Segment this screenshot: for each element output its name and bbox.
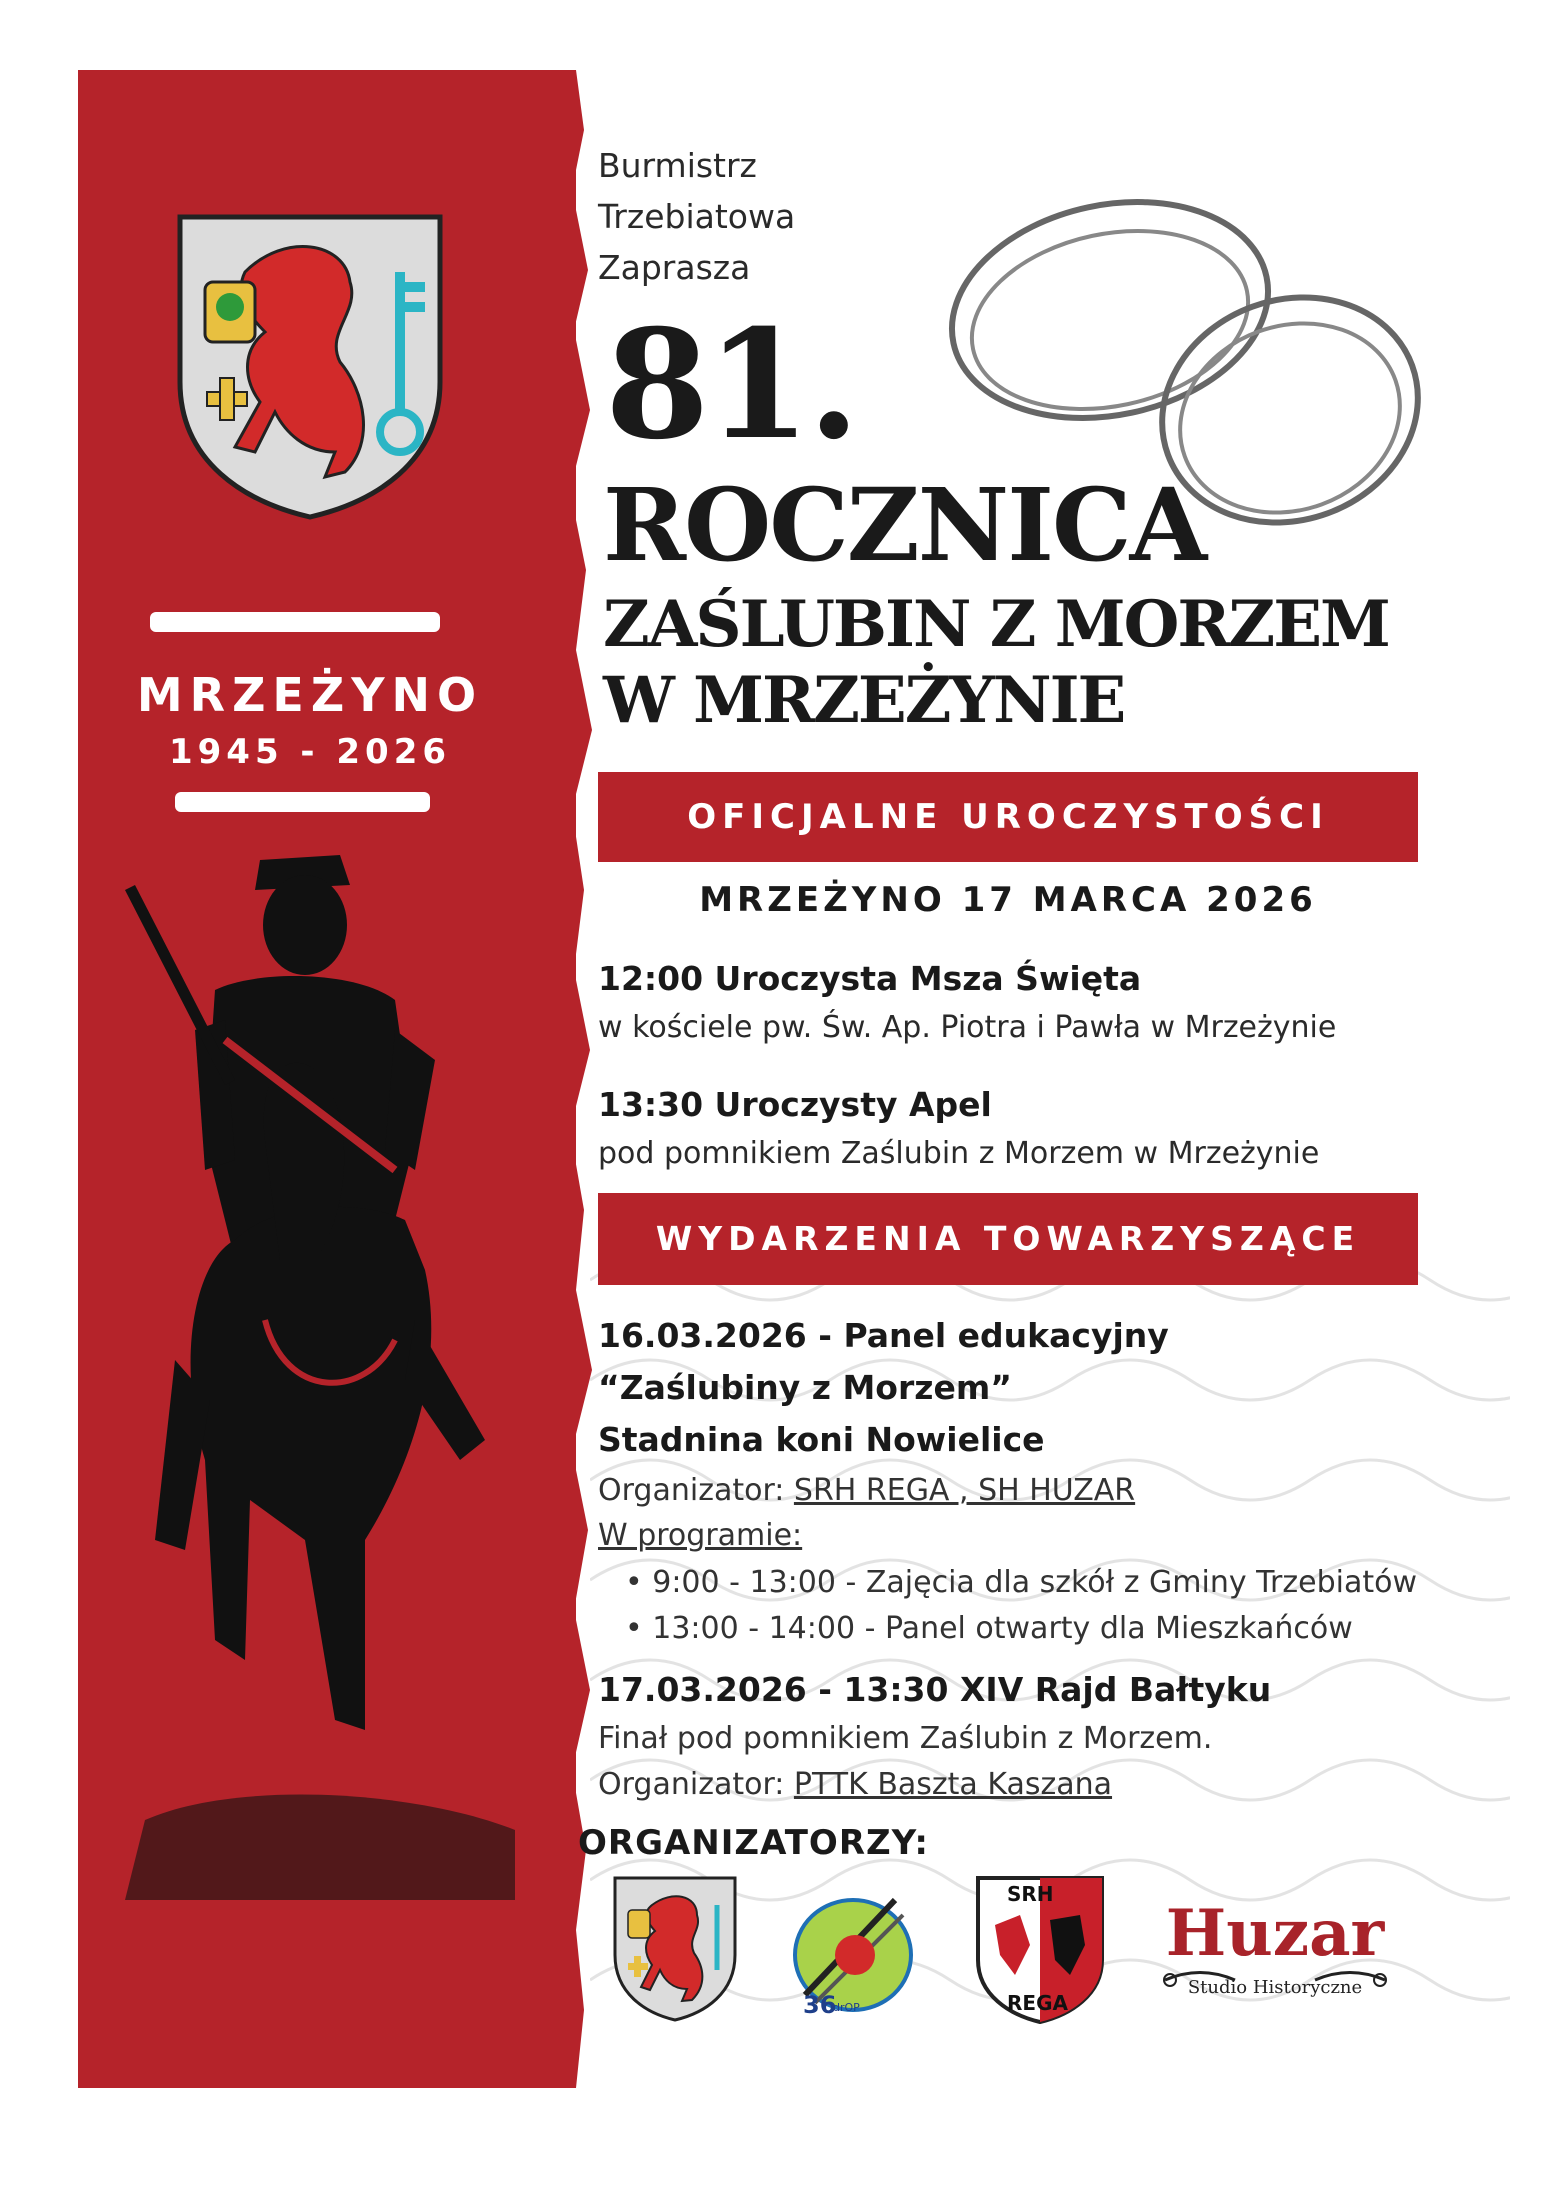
event-title: 13:30 Uroczysty Apel xyxy=(598,1085,992,1124)
logo3-bottom-text: REGA xyxy=(1007,1991,1068,2015)
logo4-main-text: Huzar xyxy=(1165,1896,1385,1971)
trzebiatow-crest-logo-icon xyxy=(612,1875,738,2023)
event-detail: pod pomnikiem Zaślubin z Morzem w Mrzeżynie xyxy=(598,1136,1320,1171)
organizer-label: Organizator: xyxy=(598,1473,794,1508)
headline-sub-2: W MRZEŻYNIE xyxy=(603,663,1125,738)
logo2-small: drOP xyxy=(833,2001,860,2014)
organizer-line xyxy=(598,1468,1135,1514)
organizers-heading: ORGANIZATORZY: xyxy=(578,1823,929,1863)
invite-line: Trzebiatowa xyxy=(598,197,796,236)
side-event-detail: Finał pod pomnikiem Zaślubin z Morzem. xyxy=(598,1721,1213,1756)
organizer-link[interactable]: PTTK Baszta Kaszana xyxy=(793,1767,1113,1802)
invite-line: Zaprasza xyxy=(598,248,751,287)
event-detail: w kościele pw. Św. Ap. Piotra i Pawła w Mrzeżynie xyxy=(598,1010,1337,1045)
logo2-number: 36 xyxy=(803,1991,837,2019)
bullet-icon: • xyxy=(625,1565,653,1600)
organizer-link[interactable]: SRH REGA , SH HUZAR xyxy=(793,1473,1136,1508)
invitation xyxy=(598,140,795,293)
logo3-top-text: SRH xyxy=(1007,1882,1054,1906)
program-heading: W programie: xyxy=(598,1518,803,1553)
coat-of-arms-icon xyxy=(175,212,445,522)
brush-stroke-bottom xyxy=(175,792,430,812)
side-event-venue: Stadnina koni Nowielice xyxy=(598,1420,1045,1459)
headline-sub-1: ZAŚLUBIN Z MORZEM xyxy=(603,587,1389,662)
side-event-title: 16.03.2026 - Panel edukacyjny xyxy=(598,1316,1169,1355)
list-item-text: 13:00 - 14:00 - Panel otwarty dla Mieszkańców xyxy=(652,1611,1353,1646)
cavalry-rider-icon xyxy=(115,840,535,1900)
official-date: MRZEŻYNO 17 MARCA 2026 xyxy=(699,880,1317,920)
list-item-text: 9:00 - 13:00 - Zajęcia dla szkół z Gminy Trzebiatów xyxy=(652,1565,1417,1600)
town-years: 1945 - 2026 xyxy=(168,732,452,772)
side-event-title: 17.03.2026 - 13:30 XIV Rajd Bałtyku xyxy=(598,1670,1272,1709)
list-item xyxy=(625,1560,1417,1606)
bullet-icon: • xyxy=(625,1611,653,1646)
side-event-title: “Zaślubiny z Morzem” xyxy=(598,1368,1012,1407)
huzar-logo-icon xyxy=(1160,1885,1390,2015)
official-section-bar: OFICJALNE UROCZYSTOŚCI xyxy=(598,772,1418,862)
anniversary-number: 81. xyxy=(605,297,857,473)
36-drop-logo-icon xyxy=(785,1885,915,2020)
srh-rega-logo-icon xyxy=(975,1875,1105,2025)
list-item xyxy=(625,1606,1353,1652)
brush-stroke-top xyxy=(150,612,440,632)
headline-word: ROCZNICA xyxy=(603,466,1206,584)
side-events-bar: WYDARZENIA TOWARZYSZĄCE xyxy=(598,1193,1418,1285)
invite-line: Burmistrz xyxy=(598,146,757,185)
organizer-line xyxy=(598,1762,1112,1808)
event-title: 12:00 Uroczysta Msza Święta xyxy=(598,959,1142,998)
organizer-label: Organizator: xyxy=(598,1767,794,1802)
logo4-sub-text: Studio Historyczne xyxy=(1187,1977,1363,1998)
town-name: MRZEŻYNO xyxy=(136,668,484,722)
